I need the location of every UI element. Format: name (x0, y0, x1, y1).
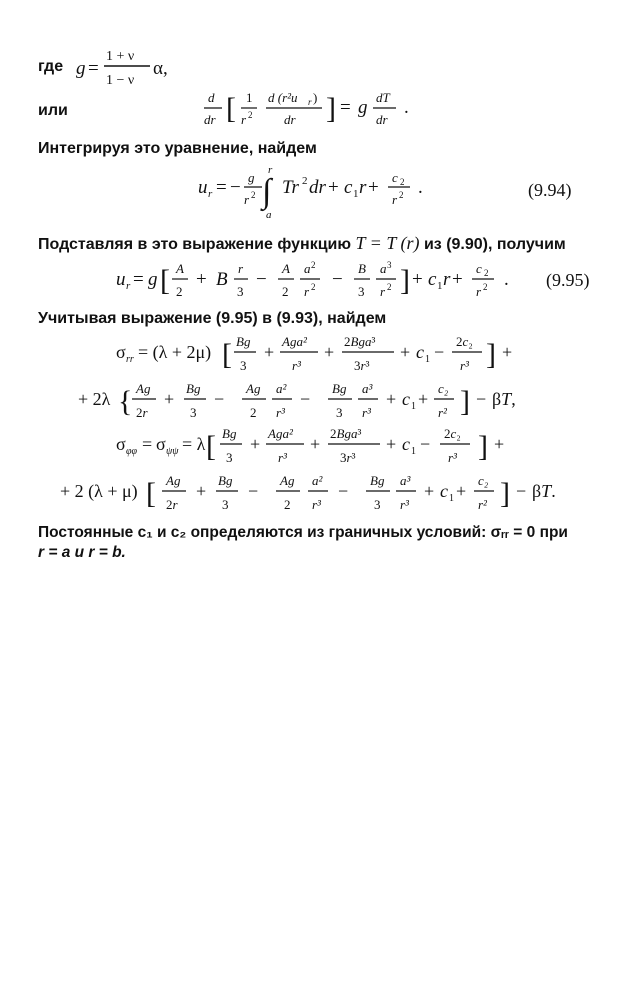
svg-text:A: A (282, 261, 290, 276)
svg-text:a: a (266, 209, 272, 221)
svg-text:+: + (386, 434, 397, 454)
svg-text:u: u (116, 269, 126, 290)
svg-text:g: g (148, 269, 158, 290)
svg-text:1: 1 (425, 354, 430, 365)
svg-text:dr: dr (309, 177, 326, 198)
svg-text:−: − (434, 342, 445, 362)
text-substituting (38, 232, 566, 256)
svg-text:1: 1 (246, 90, 253, 105)
svg-text:): ) (313, 90, 318, 105)
svg-text:+: + (310, 434, 321, 454)
svg-text:−: − (230, 177, 241, 198)
svg-text:1: 1 (449, 493, 454, 504)
svg-text:3: 3 (374, 497, 381, 512)
svg-text:Bg: Bg (370, 473, 385, 488)
svg-text:σ: σ (116, 342, 126, 362)
svg-text:βT.: βT. (532, 481, 556, 501)
svg-text:2: 2 (400, 177, 405, 187)
svg-text:=: = (88, 58, 99, 79)
svg-text:r²: r² (438, 405, 447, 420)
svg-text:.: . (504, 269, 509, 290)
svg-text:.: . (418, 177, 423, 198)
svg-text:A: A (176, 261, 184, 276)
svg-text:3: 3 (358, 284, 365, 299)
svg-text:r³: r³ (400, 497, 409, 512)
svg-text:=: = (142, 434, 153, 454)
svg-text:2Bga³: 2Bga³ (344, 334, 376, 349)
svg-text:−: − (476, 389, 487, 409)
equation-number-995: (9.95) (546, 270, 590, 290)
svg-text:3: 3 (226, 450, 233, 465)
svg-text:]: ] (486, 338, 496, 371)
svg-text:Tr: Tr (282, 177, 299, 198)
svg-text:g: g (248, 170, 255, 185)
svg-text:3: 3 (222, 497, 229, 512)
svg-text:+: + (502, 342, 513, 362)
svg-text:g: g (76, 58, 86, 79)
svg-text:+: + (456, 481, 467, 501)
svg-text:dr: dr (284, 112, 296, 127)
svg-text:r³: r³ (460, 358, 469, 373)
svg-text:−: − (256, 269, 267, 290)
svg-text:a³: a³ (362, 381, 373, 396)
svg-text:2: 2 (282, 284, 289, 299)
svg-text:−: − (516, 481, 527, 501)
text-constants-line2: r = a и r = b. (38, 544, 126, 561)
svg-text:+: + (368, 177, 379, 198)
svg-text:+: + (264, 342, 275, 362)
svg-text:+: + (164, 389, 175, 409)
svg-text:Bg: Bg (218, 473, 233, 488)
svg-text:r: r (244, 192, 250, 207)
svg-text:d: d (208, 90, 215, 105)
svg-text:1: 1 (437, 280, 443, 292)
svg-text:+: + (452, 269, 463, 290)
svg-text:[: [ (160, 264, 170, 297)
svg-text:r: r (304, 284, 310, 299)
svg-text:Ag: Ag (246, 381, 261, 396)
svg-text:dT: dT (376, 90, 390, 105)
svg-text:+: + (494, 434, 505, 454)
text-or: или (38, 102, 68, 119)
svg-text:r: r (443, 269, 451, 290)
svg-text:Bg: Bg (222, 426, 237, 441)
svg-text:2: 2 (311, 260, 316, 270)
svg-text:dr: dr (204, 112, 216, 127)
svg-text:2: 2 (302, 175, 308, 187)
svg-text:Ag: Ag (136, 381, 151, 396)
svg-text:a³: a³ (400, 473, 411, 488)
svg-text:2: 2 (484, 268, 489, 278)
svg-text:3: 3 (237, 284, 244, 299)
svg-text:u: u (198, 177, 208, 198)
svg-text:+: + (386, 389, 397, 409)
svg-text:r: r (241, 112, 247, 127)
text-constants-line1: Постоянные c₁ и c₂ определяются из граничных условий: σᵣᵣ = 0 при (38, 524, 568, 541)
svg-text:2: 2 (311, 282, 316, 292)
svg-text:c: c (344, 177, 353, 198)
svg-text:Aga²: Aga² (282, 334, 307, 349)
svg-text:c₂: c₂ (438, 381, 449, 396)
svg-text:2: 2 (251, 190, 256, 200)
svg-text:c: c (416, 342, 424, 362)
svg-text:2: 2 (250, 405, 257, 420)
svg-text:βT,: βT, (492, 389, 516, 409)
svg-text:Bg: Bg (186, 381, 201, 396)
svg-text:+ 2 (λ + μ): + 2 (λ + μ) (60, 481, 138, 501)
svg-text:a²: a² (312, 473, 323, 488)
svg-text:+: + (328, 177, 339, 198)
svg-text:r³: r³ (276, 405, 285, 420)
svg-text:{: { (118, 385, 133, 418)
svg-text:−: − (214, 389, 225, 409)
svg-text:r: r (268, 164, 273, 176)
svg-text:=: = (216, 177, 227, 198)
text-substituting-T: T = T (r) (355, 233, 420, 253)
svg-text:α,: α, (153, 58, 168, 79)
svg-text:B: B (216, 269, 228, 290)
svg-text:d (r²u: d (r²u (268, 90, 298, 105)
svg-text:ψψ: ψψ (166, 446, 179, 457)
svg-text:1: 1 (353, 188, 359, 200)
svg-text:1: 1 (411, 446, 416, 457)
text-integrating: Интегрируя это уравнение, найдем (38, 140, 317, 157)
svg-text:c: c (402, 434, 410, 454)
svg-text:3: 3 (190, 405, 197, 420)
svg-text:a: a (304, 261, 311, 276)
svg-text:−: − (420, 434, 431, 454)
svg-text:+: + (250, 434, 261, 454)
svg-text:]: ] (326, 92, 336, 125)
text-substituting-a: Подставляя в это выражение функцию (38, 236, 352, 253)
svg-text:1 + ν: 1 + ν (106, 49, 135, 64)
svg-text:r³: r³ (292, 358, 301, 373)
svg-text:r³: r³ (362, 405, 371, 420)
svg-text:rr: rr (126, 354, 134, 365)
svg-text:]: ] (460, 385, 470, 418)
svg-text:+: + (196, 269, 207, 290)
svg-text:−: − (300, 389, 311, 409)
svg-text:3r³: 3r³ (354, 358, 370, 373)
svg-text:Bg: Bg (236, 334, 251, 349)
svg-text:r²: r² (478, 497, 487, 512)
svg-text:2: 2 (483, 282, 488, 292)
svg-text:3: 3 (336, 405, 343, 420)
svg-text:a: a (380, 261, 387, 276)
svg-text:]: ] (478, 430, 488, 463)
svg-text:−: − (338, 481, 349, 501)
svg-text:c₂: c₂ (478, 473, 489, 488)
svg-text:3: 3 (240, 358, 247, 373)
svg-text:2: 2 (248, 110, 253, 120)
svg-text:Ag: Ag (166, 473, 181, 488)
svg-text:+: + (418, 389, 429, 409)
text-considering: Учитывая выражение (9.95) в (9.93), найдем (38, 310, 387, 327)
svg-text:+: + (324, 342, 335, 362)
svg-text:]: ] (500, 477, 510, 510)
svg-text:2c₂: 2c₂ (456, 334, 473, 349)
svg-text:r: r (308, 97, 312, 107)
svg-text:c: c (402, 389, 410, 409)
svg-text:2: 2 (399, 190, 404, 200)
svg-text:B: B (358, 261, 366, 276)
svg-text:2r: 2r (136, 405, 148, 420)
svg-text:c: c (392, 170, 398, 185)
svg-text:+: + (196, 481, 207, 501)
svg-text:3: 3 (387, 260, 392, 270)
svg-text:σ: σ (156, 434, 166, 454)
svg-text:−: − (332, 269, 343, 290)
svg-text:+: + (424, 481, 435, 501)
svg-text:r³: r³ (448, 450, 457, 465)
svg-text:2Bga³: 2Bga³ (330, 426, 362, 441)
svg-text:2c₂: 2c₂ (444, 426, 461, 441)
svg-text:∫: ∫ (262, 173, 272, 210)
svg-text:2: 2 (176, 284, 183, 299)
svg-text:r³: r³ (278, 450, 287, 465)
svg-text:r: r (359, 177, 367, 198)
svg-text:r: r (238, 261, 244, 276)
svg-text:r: r (208, 188, 213, 200)
svg-text:g: g (358, 97, 368, 118)
svg-text:dr: dr (376, 112, 388, 127)
svg-text:]: ] (400, 264, 410, 297)
svg-text:2r: 2r (166, 497, 178, 512)
svg-text:=: = (133, 269, 144, 290)
svg-text:= λ: = λ (182, 434, 206, 454)
svg-text:c: c (440, 481, 448, 501)
svg-text:φφ: φφ (126, 446, 138, 457)
svg-text:= (λ + 2μ): = (λ + 2μ) (138, 342, 212, 362)
svg-text:+: + (412, 269, 423, 290)
svg-text:.: . (404, 97, 409, 118)
svg-text:c: c (428, 269, 437, 290)
svg-text:+: + (400, 342, 411, 362)
svg-text:3r³: 3r³ (340, 450, 356, 465)
svg-text:−: − (248, 481, 259, 501)
svg-text:Aga²: Aga² (268, 426, 293, 441)
svg-text:1: 1 (411, 401, 416, 412)
svg-text:1 − ν: 1 − ν (106, 73, 135, 88)
svg-text:[: [ (146, 477, 156, 510)
svg-text:Bg: Bg (332, 381, 347, 396)
svg-text:[: [ (226, 92, 236, 125)
svg-text:r: r (392, 192, 398, 207)
svg-text:Ag: Ag (280, 473, 295, 488)
svg-text:2: 2 (284, 497, 291, 512)
svg-text:[: [ (222, 338, 232, 371)
svg-text:σ: σ (116, 434, 126, 454)
svg-text:r: r (380, 284, 386, 299)
svg-text:r: r (126, 280, 131, 292)
svg-text:+ 2λ: + 2λ (78, 389, 111, 409)
svg-text:a²: a² (276, 381, 287, 396)
svg-text:2: 2 (387, 282, 392, 292)
svg-text:=: = (340, 97, 351, 118)
equation-number-994: (9.94) (528, 180, 572, 200)
svg-text:c: c (476, 261, 482, 276)
text-where: где (38, 58, 64, 75)
svg-text:r³: r³ (312, 497, 321, 512)
text-substituting-from: из (9.90), получим (423, 236, 566, 253)
svg-text:r: r (476, 284, 482, 299)
svg-text:[: [ (206, 430, 216, 463)
